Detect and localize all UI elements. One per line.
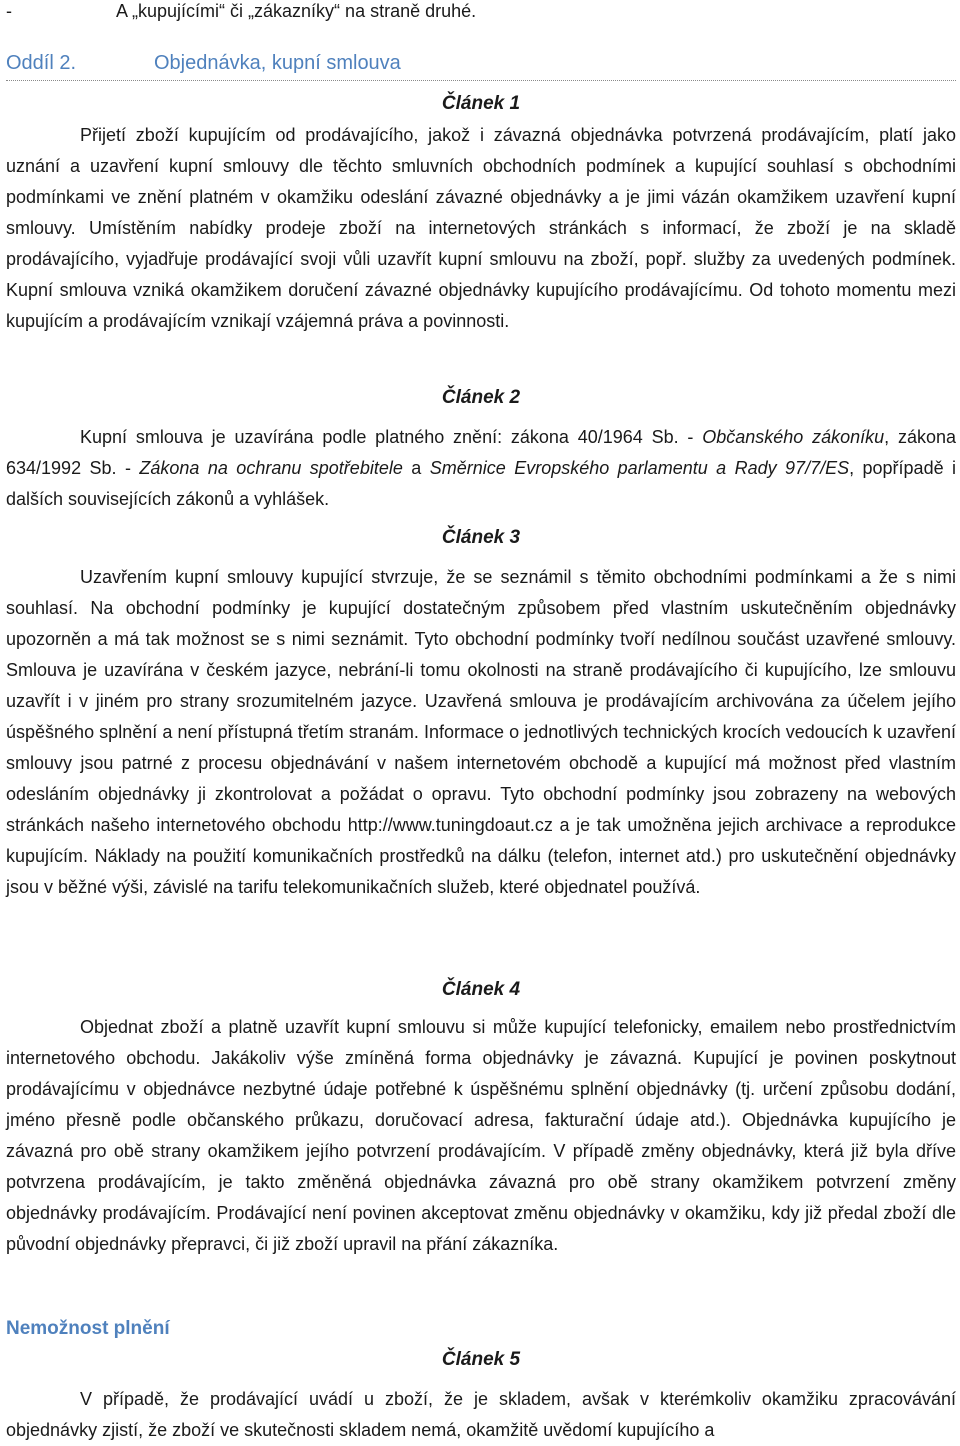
article-2-paragraph: [6, 422, 956, 515]
article-3-text: [6, 562, 956, 903]
article-4-title: Článek 4: [441, 979, 521, 1000]
article-2-part: , zákona 634/1992 Sb. -: [6, 427, 956, 478]
article-3-paragraph: Uzavřením kupní smlouvy kupující stvrzuje, že se seznámil s těmito obchodními podmínkami a že s nimi souhlasí. Na obchodní podmínky je kupující dostatečným způsobem před vlastním uskutečněním objednávky upozorněn a má tak možnost se s nimi seznámit. Tyto obchodní podmínky tvoří nedílnou součást uzavřené smlouvy. Smlouva je uzavírána v českém jazyce, nebrání-li tomu okolnosti na straně prodávajícího či kupujícího, lze smlouvu uzavřít i v jiném pro strany srozumitelném jazyce. Uzavřená smlouva je prodávajícím archivována za účelem jejího úspěšného splnění a není přístupná třetím stranám. Informace o jednotlivých technických krocích vedoucích k uzavření smlouvy jsou patrné z procesu objednávání v našem internetovém obchodě a kupující má možnost před vlastním odesláním objednávky ji zkontrolovat a požádat o opravu. Tyto obchodní podmínky jsou zobrazeny na webových stránkách našeho internetového obchodu http://www.tuningdoaut.cz a je tak umožněna jejich archivace a reprodukce kupujícím. Náklady na použití komunikačních prostředků na dálku (telefon, internet atd.) pro uskutečnění objednávky jsou v běžné výši, závislé na tarifu telekomunikačních služeb, které objednatel používá.: [6, 567, 956, 897]
section-title: Objednávka, kupní smlouva: [154, 52, 401, 74]
article-2-text: [6, 422, 956, 515]
article-5-text: [6, 1384, 956, 1446]
article-3-title: Článek 3: [441, 527, 521, 548]
intro-list-item: [6, 0, 476, 22]
article-2-part: a: [402, 458, 430, 478]
section-heading: [6, 50, 956, 81]
subsection-heading: Nemožnost plnění: [6, 1318, 170, 1339]
article-4-text: [6, 1012, 956, 1260]
intro-text: A „kupujícími“ či „zákazníky“ na straně druhé.: [116, 1, 477, 21]
article-4-paragraph: Objednat zboží a platně uzavřít kupní smlouvu si může kupující telefonicky, emailem nebo prostřednictvím internetového obchodu. Jakákoliv výše zmíněná forma objednávky je závazná. Kupující je povinen poskytnout prodávajícímu v objednávce nezbytné údaje potřebné k úspěšnému splnění objednávky (tj. určení způsobu dodání, jméno přesně podle občanského průkazu, doručovací adresa, fakturační údaje atd.). Objednávka kupujícího je závazná pro obě strany okamžikem jejího potvrzení prodávajícím. V případě změny objednávky, která již byla dříve potvrzena prodávajícím, je takto změněná objednávka závazná pro obě strany okamžikem potvrzení změny objednávky prodávajícím. Prodávající není povinen akceptovat změnu objednávky v okamžiku, kdy již předal zboží dle původní objednávky přepravci, či již zboží upravil na přání zákazníka.: [6, 1017, 956, 1254]
article-1-paragraph: Přijetí zboží kupujícím od prodávajícího, jakož i závazná objednávka potvrzená prodávajícím, platí jako uznání a uzavření kupní smlouvy dle těchto smluvních obchodních podmínek a kupující souhlasí s obchodními podmínkami ve znění platném v okamžiku odeslání závazné objednávky a je jimi vázán okamžikem uzavření kupní smlouvy. Umístěním nabídky prodeje zboží na internetových stránkách s informací, že zboží je na skladě prodávajícího, vyjadřuje prodávající svoji vůli uzavřít kupní smlouvu na zboží, popř. služby za uvedených podmínek. Kupní smlouva vzniká okamžikem doručení závazné objednávky kupujícího prodávajícímu. Od tohoto momentu mezi kupujícím a prodávajícím vznikají vzájemná práva a povinnosti.: [6, 125, 956, 331]
article-2-part: , popřípadě i dalších souvisejících zákonů a vyhlášek.: [6, 458, 957, 509]
article-2-title: Článek 2: [441, 387, 521, 408]
article-1-title: Článek 1: [441, 93, 521, 114]
list-dash: -: [6, 1, 12, 21]
article-5-paragraph: V případě, že prodávající uvádí u zboží, že je skladem, avšak v kterémkoliv okamžiku zpracovávání objednávky zjistí, že zboží ve skutečnosti skladem nemá, okamžitě uvědomí kupujícího a: [6, 1389, 956, 1440]
article-2-part-civil-code: Občanského zákoníku: [702, 427, 885, 447]
article-2-part-consumer-act: Zákona na ochranu spotřebitele: [139, 458, 403, 478]
article-1-text: [6, 120, 956, 337]
article-2-part-eu-directive: Směrnice Evropského parlamentu a Rady 97/7/ES: [429, 458, 850, 478]
section-number: Oddíl 2.: [6, 52, 77, 74]
article-2-part: Kupní smlouva je uzavírána podle platného znění: zákona 40/1964 Sb. -: [80, 427, 703, 447]
article-5-title: Článek 5: [441, 1349, 521, 1370]
